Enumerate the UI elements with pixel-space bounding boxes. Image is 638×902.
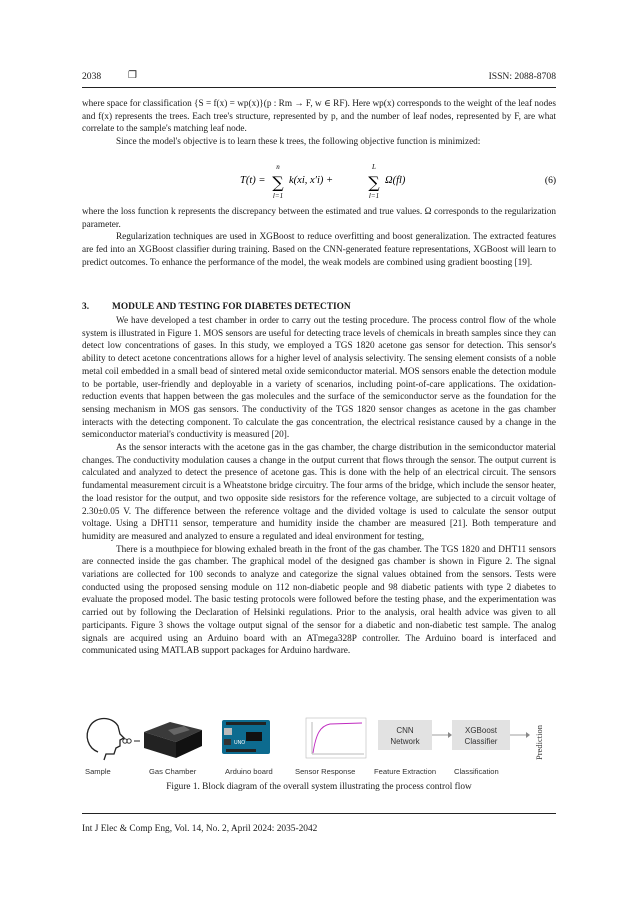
- eq-term1: k(xi, x′i) +: [289, 175, 334, 186]
- eq-number: (6): [544, 176, 556, 186]
- xgb-box-line1: XGBoost: [464, 726, 498, 735]
- cnn-box-line1: CNN: [396, 726, 414, 735]
- paragraph-5-text: We have developed a test chamber in order to carry out the testing procedure. The process control flow of the whole system is illustrated in Figure 1. MOS sensors are useful for detecting trace levels of chemicals in breath samples since they can detect low concentrations of gases. In this study, we employed a TGS 1820 acetone gas sensor for detection. This sensor's ability to detect acetone concentrations allows for a higher level of analysis selectivity. The sensing element consists of a noble metal coil embedded in a small bead of sintered metal oxide semiconductor material. MOS sensors enable the detection module to be portable, user-friendly and deployable in a variety of scenarios, including point-of-care applications. The oxidation-reduction events that happen between the gas molecules and the surface of the semiconductor serve as the foundation for the sensing mechanism in MOS gas sensors. The conductivity of the TGS 1820 sensor changes as acetone in the gas chamber interacts with the detecting component. To calculate the gas concentration, the electrical resistance caused by a change in the semiconductor material's conductivity is measured [20].: [82, 316, 556, 441]
- cnn-box-line2: Network: [390, 737, 420, 746]
- arduino-board-icon: [222, 720, 270, 754]
- paragraph-group-2: [82, 206, 556, 270]
- section-title: MODULE AND TESTING FOR DIABETES DETECTION: [112, 302, 351, 312]
- eq-sum2-bottom: l=1: [368, 192, 380, 200]
- header-rule: [82, 87, 556, 88]
- label-gas-chamber: Gas Chamber: [149, 767, 197, 776]
- running-header: [82, 71, 556, 85]
- section-number: 3.: [82, 302, 90, 312]
- page-number: 2038: [82, 71, 102, 82]
- label-feature-extraction: Feature Extraction: [374, 767, 437, 776]
- paragraph-1-text: where space for classification {S = f(x) = wp(x)}(p : Rm → F, w ∈ RF). Here wp(x) corresponds to the weight of the leaf nodes and f(x) represents the trees. Each tree's structure, represented by p, and the number of leaf nodes, represented by F, are what correlate to the sample's matching leaf node.: [82, 99, 556, 135]
- eq-lhs: T(t) =: [240, 175, 266, 186]
- section-body: [82, 315, 556, 658]
- label-classification: Classification: [454, 767, 499, 776]
- figure-1-graphic: [80, 714, 558, 766]
- header-box-glyph: ❐: [128, 70, 137, 81]
- section-heading: [82, 302, 351, 312]
- equation-6: [82, 162, 556, 200]
- paragraph-1: [82, 98, 556, 149]
- gas-chamber-icon: [144, 722, 202, 758]
- eq-term2: Ω(fl): [385, 175, 406, 186]
- xgb-box-line2: Classifier: [464, 737, 498, 746]
- paragraph-2-text: Since the model's objective is to learn these k trees, the following objective function is minimized:: [116, 137, 481, 148]
- paragraph-6-text: As the sensor interacts with the acetone gas in the gas chamber, the charge distribution in the semiconductor material changes. The conductivity modulation causes a change in the output current that flows through the sensor. The output current is calculated and analyzed to detect the presence of acetone gas. This is done with the help of an electrical circuit. The sensors fundamental measurement circuit is a Wheatstone bridge circuitry. The four arms of the bridge, which include the sensor heater, the load resistor for the output, and two opposite side resistors for the reference voltage, are subjected to a circuit voltage of 2.30±0.05 V. The difference between the reference voltage and the divided voltage is used to calculate the sensor output voltage. Using a DHT11 sensor, temperature and humidity inside the chamber are measured [21]. Both temperature and humidity are measured and analyzed to ensure a regulated and ideal environment for testing,: [82, 443, 556, 542]
- header-issn: ISSN: 2088-8708: [488, 71, 556, 82]
- footer-citation: Int J Elec & Comp Eng, Vol. 14, No. 2, April 2024: 2035-2042: [82, 824, 318, 834]
- label-sample: Sample: [85, 767, 111, 776]
- sensor-response-thumbnail: [306, 718, 366, 758]
- equation-graphic: [82, 162, 556, 202]
- eq-sum2-top: L: [372, 163, 376, 171]
- sum1-symbol: ∑: [272, 173, 284, 192]
- paragraph-3-text: where the loss function k represents the discrepancy between the estimated and true values. Ω corresponds to the regularization parameter.: [82, 207, 556, 230]
- paragraph-4-text: Regularization techniques are used in XGBoost to reduce overfitting and boost generalization. The extracted features are fed into an XGBoost classifier during training. Based on the CNN-generated feature representations, XGBoost will learn to predict outcomes. To enhance the performance of the model, the weak models are combined using gradient boosting [19].: [82, 232, 556, 268]
- label-sensor-response: Sensor Response: [295, 767, 356, 776]
- figure-1-caption: Figure 1. Block diagram of the overall system illustrating the process control flow: [166, 782, 472, 792]
- figure-1: [80, 714, 558, 780]
- paragraph-7-text: There is a mouthpiece for blowing exhaled breath in the front of the gas chamber. The TGS 1820 and DHT11 sensors are connected inside the gas chamber. The graphical model of the designed gas chamber is shown in Figure 2. The signal variations are collected for 100 seconds to analyze and categorize the signal values obtained from the sensors. Tests were conducted using the proposed sensing module on 112 non-diabetic people and 98 diabetic patients with type 2 diabetes to evaluate the proposed model. The basic testing protocols were followed before the testing phase, and the experimentation was carried out by following the Declaration of Helsinki regulations. Prior to the analysis, oral health advice was given to all participants. Figure 3 shows the voltage output signal of the sensor for a diabetic and non-diabetic test sample. The analog signals are acquired using an Arduino board with an ATmega328P controller. The Arduino board is interfaced and communicated using MATLAB support packages for Arduino hardware.: [82, 544, 556, 657]
- eq-sum1-bottom: l=1: [272, 192, 284, 200]
- footer-rule: [82, 813, 556, 814]
- svg-text:UNO: UNO: [234, 740, 246, 746]
- label-arduino-board: Arduino board: [225, 767, 273, 776]
- prediction-label: Prediction: [534, 725, 544, 760]
- sum2-symbol: ∑: [368, 173, 380, 192]
- eq-sum1-top: n: [276, 163, 280, 171]
- head-icon: [87, 719, 131, 761]
